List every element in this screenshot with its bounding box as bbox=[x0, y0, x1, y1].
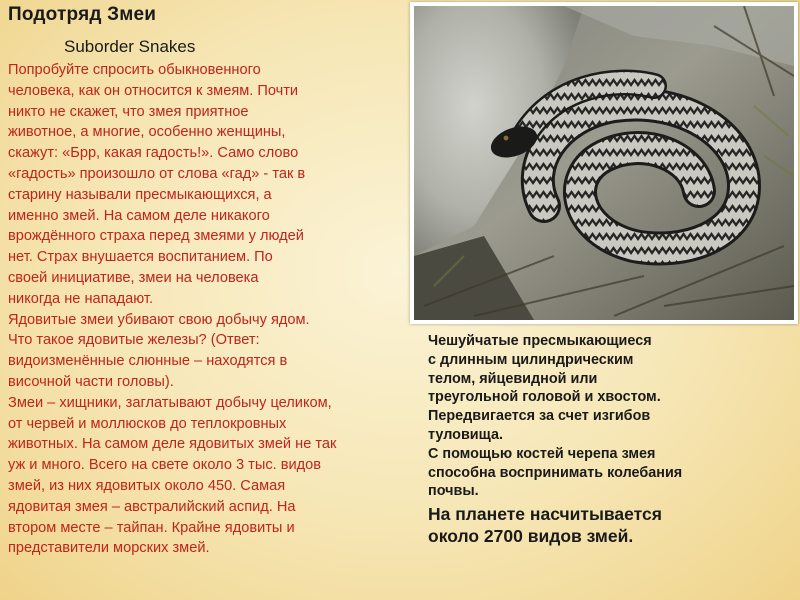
left-text-block bbox=[8, 60, 413, 559]
right-paragraph: Передвигается за счет изгибов туловища. bbox=[428, 408, 651, 443]
left-paragraph: Змеи – хищники, заглатывают добычу целиком, от червей и моллюсков до теплокровных животных. На самом деле ядовитых змей не так уж и много. Всего на свете около 3 тыс. видов змей, из них ядовитых около 450. Самая ядовитая змея – австралийский аспид. На втором месте – тайпан. Крайне ядовиты и представители морских змей. bbox=[8, 394, 337, 557]
snake-photo-frame bbox=[410, 2, 798, 324]
slide-title: Подотряд Змеи bbox=[8, 4, 157, 25]
right-paragraph: С помощью костей черепа змея способна воспринимать колебания почвы. bbox=[428, 445, 683, 500]
snake-photo bbox=[414, 6, 794, 320]
species-count-text: На планете насчитывается около 2700 видов змей. bbox=[428, 504, 662, 547]
right-text-block bbox=[428, 332, 798, 547]
right-paragraph: Чешуйчатые пресмыкающиеся с длинным цилиндрическим телом, яйцевидной или треугольной головой и хвостом. bbox=[428, 333, 661, 406]
left-paragraph: Попробуйте спросить обыкновенного человека, как он относится к змеям. Почти никто не скажет, что змея приятное животное, а многие, особенно женщины, скажут: «Брр, какая гадость!». Само слово «гадость» произошло от слова «гад» - так в старину называли пресмыкающихся, а именно змей. На самом деле никакого врождённого страха перед змеями у людей нет. Страх внушается воспитанием. По своей инициативе, змеи на человека никогда не нападают. bbox=[8, 62, 306, 307]
slide-subtitle: Suborder Snakes bbox=[64, 37, 196, 56]
left-paragraph: Ядовитые змеи убивают свою добычу ядом. Что такое ядовитые железы? (Ответ: видоизменённые слюнные – находятся в височной части головы). bbox=[8, 311, 310, 390]
